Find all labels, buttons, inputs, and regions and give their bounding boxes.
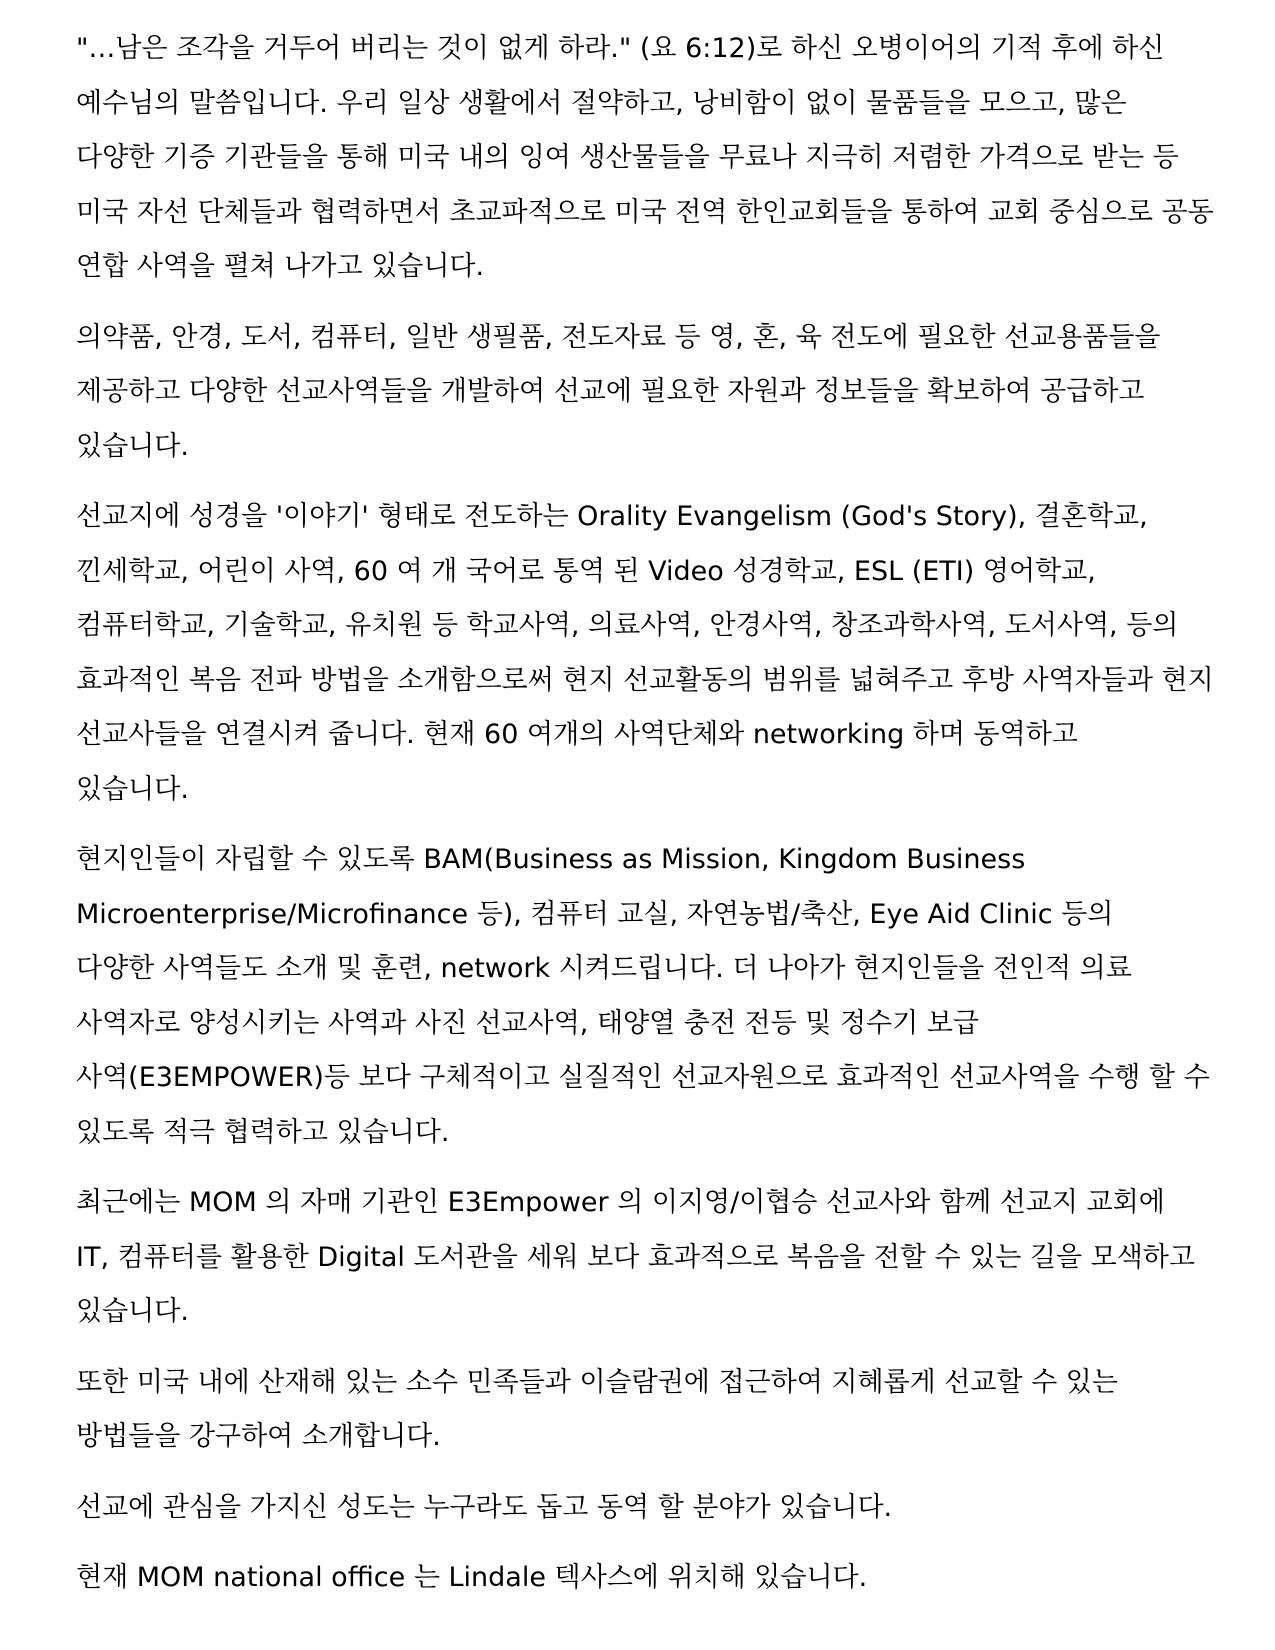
text-line: 의약품, 안경, 도서, 컴퓨터, 일반 생필품, 전도자료 등 영, 혼, 육 전도에 필요한 선교용품들을 [76, 321, 1161, 353]
text-line: 있습니다. [76, 1296, 189, 1327]
paragraph [76, 22, 1216, 295]
text-line: 있도록 적극 협력하고 있습니다. [76, 1116, 450, 1148]
paragraph [76, 1481, 1216, 1536]
text-line: 방법들을 강구하여 소개합니다. [76, 1421, 441, 1452]
text-line: 다양한 기증 기관들을 통해 미국 내의 잉여 생산물들을 무료나 지극히 저렴한 가격으로 받는 등 [76, 142, 1179, 173]
text-line: 선교에 관심을 가지신 성도는 누구라도 돕고 동역 할 분야가 있습니다. [76, 1491, 893, 1523]
text-line: 현재 MOM national office 는 Lindale 텍사스에 위치해 있습니다. [76, 1562, 868, 1593]
text-line: 컴퓨터학교, 기술학교, 유치원 등 학교사역, 의료사역, 안경사역, 창조과학사역, 도서사역, 등의 [76, 610, 1179, 641]
paragraph [76, 311, 1216, 475]
text-line: 예수님의 말씀입니다. 우리 일상 생활에서 절약하고, 낭비함이 없이 물품들을 모으고, 많은 [76, 87, 1127, 119]
text-line: 최근에는 MOM 의 자매 기관인 E3Empower 의 이지영/이협승 선교사와 함께 선교지 교회에 [76, 1187, 1165, 1218]
text-line: 또한 미국 내에 산재해 있는 소수 민족들과 이슬람권에 접근하여 지혜롭게 선교할 수 있는 [76, 1366, 1118, 1398]
text-line: 현지인들이 자립할 수 있도록 BAM(Business as Mission, Kingdom Business [76, 844, 1026, 875]
paragraph [76, 490, 1216, 817]
text-line: Microenterprise/Microfinance 등), 컴퓨터 교실, 자연농법/축산, Eye Aid Clinic 등의 [76, 898, 1114, 930]
text-line: "…남은 조각을 거두어 버리는 것이 없게 하라." (요 6:12)로 하신 오병이어의 기적 후에 하신 [76, 33, 1165, 64]
text-line: 선교사들을 연결시켜 줍니다. 현재 60 여개의 사역단체와 networking 하며 동역하고 [76, 719, 1078, 750]
paragraph [76, 1356, 1216, 1465]
text-line: 미국 자선 단체들과 협력하면서 초교파적으로 미국 전역 한인교회들을 통하여 교회 중심으로 공동 [76, 196, 1214, 228]
paragraph [76, 1551, 1216, 1606]
text-line: 선교지에 성경을 '이야기' 형태로 전도하는 Orality Evangelism (God's Story), 결혼학교, [76, 501, 1148, 532]
text-line: 있습니다. [76, 773, 189, 805]
text-line: 사역(E3EMPOWER)등 보다 구체적이고 실질적인 선교자원으로 효과적인 선교사역을 수행 할 수 [76, 1062, 1210, 1093]
text-line: 있습니다. [76, 430, 189, 462]
text-line: 제공하고 다양한 선교사역들을 개발하여 선교에 필요한 자원과 정보들을 확보하여 공급하고 [76, 376, 1145, 407]
paragraph [76, 1176, 1216, 1340]
paragraph [76, 833, 1216, 1160]
text-line: 연합 사역을 펼쳐 나가고 있습니다. [76, 251, 485, 282]
text-line: 사역자로 양성시키는 사역과 사진 선교사역, 태양열 충전 전등 및 정수기 보급 [76, 1007, 979, 1039]
text-line: 효과적인 복음 전파 방법을 소개함으로써 현지 선교활동의 범위를 넓혀주고 후방 사역자들과 현지 [76, 664, 1214, 696]
text-line: 다양한 사역들도 소개 및 훈련, network 시켜드립니다. 더 나아가 현지인들을 전인적 의료 [76, 953, 1132, 984]
text-line: 낀세학교, 어린이 사역, 60 여 개 국어로 통역 된 Video 성경학교, ESL (ETI) 영어학교, [76, 555, 1096, 587]
text-line: IT, 컴퓨터를 활용한 Digital 도서관을 세워 보다 효과적으로 복음을 전할 수 있는 길을 모색하고 [76, 1241, 1195, 1273]
document-body [76, 22, 1216, 1622]
